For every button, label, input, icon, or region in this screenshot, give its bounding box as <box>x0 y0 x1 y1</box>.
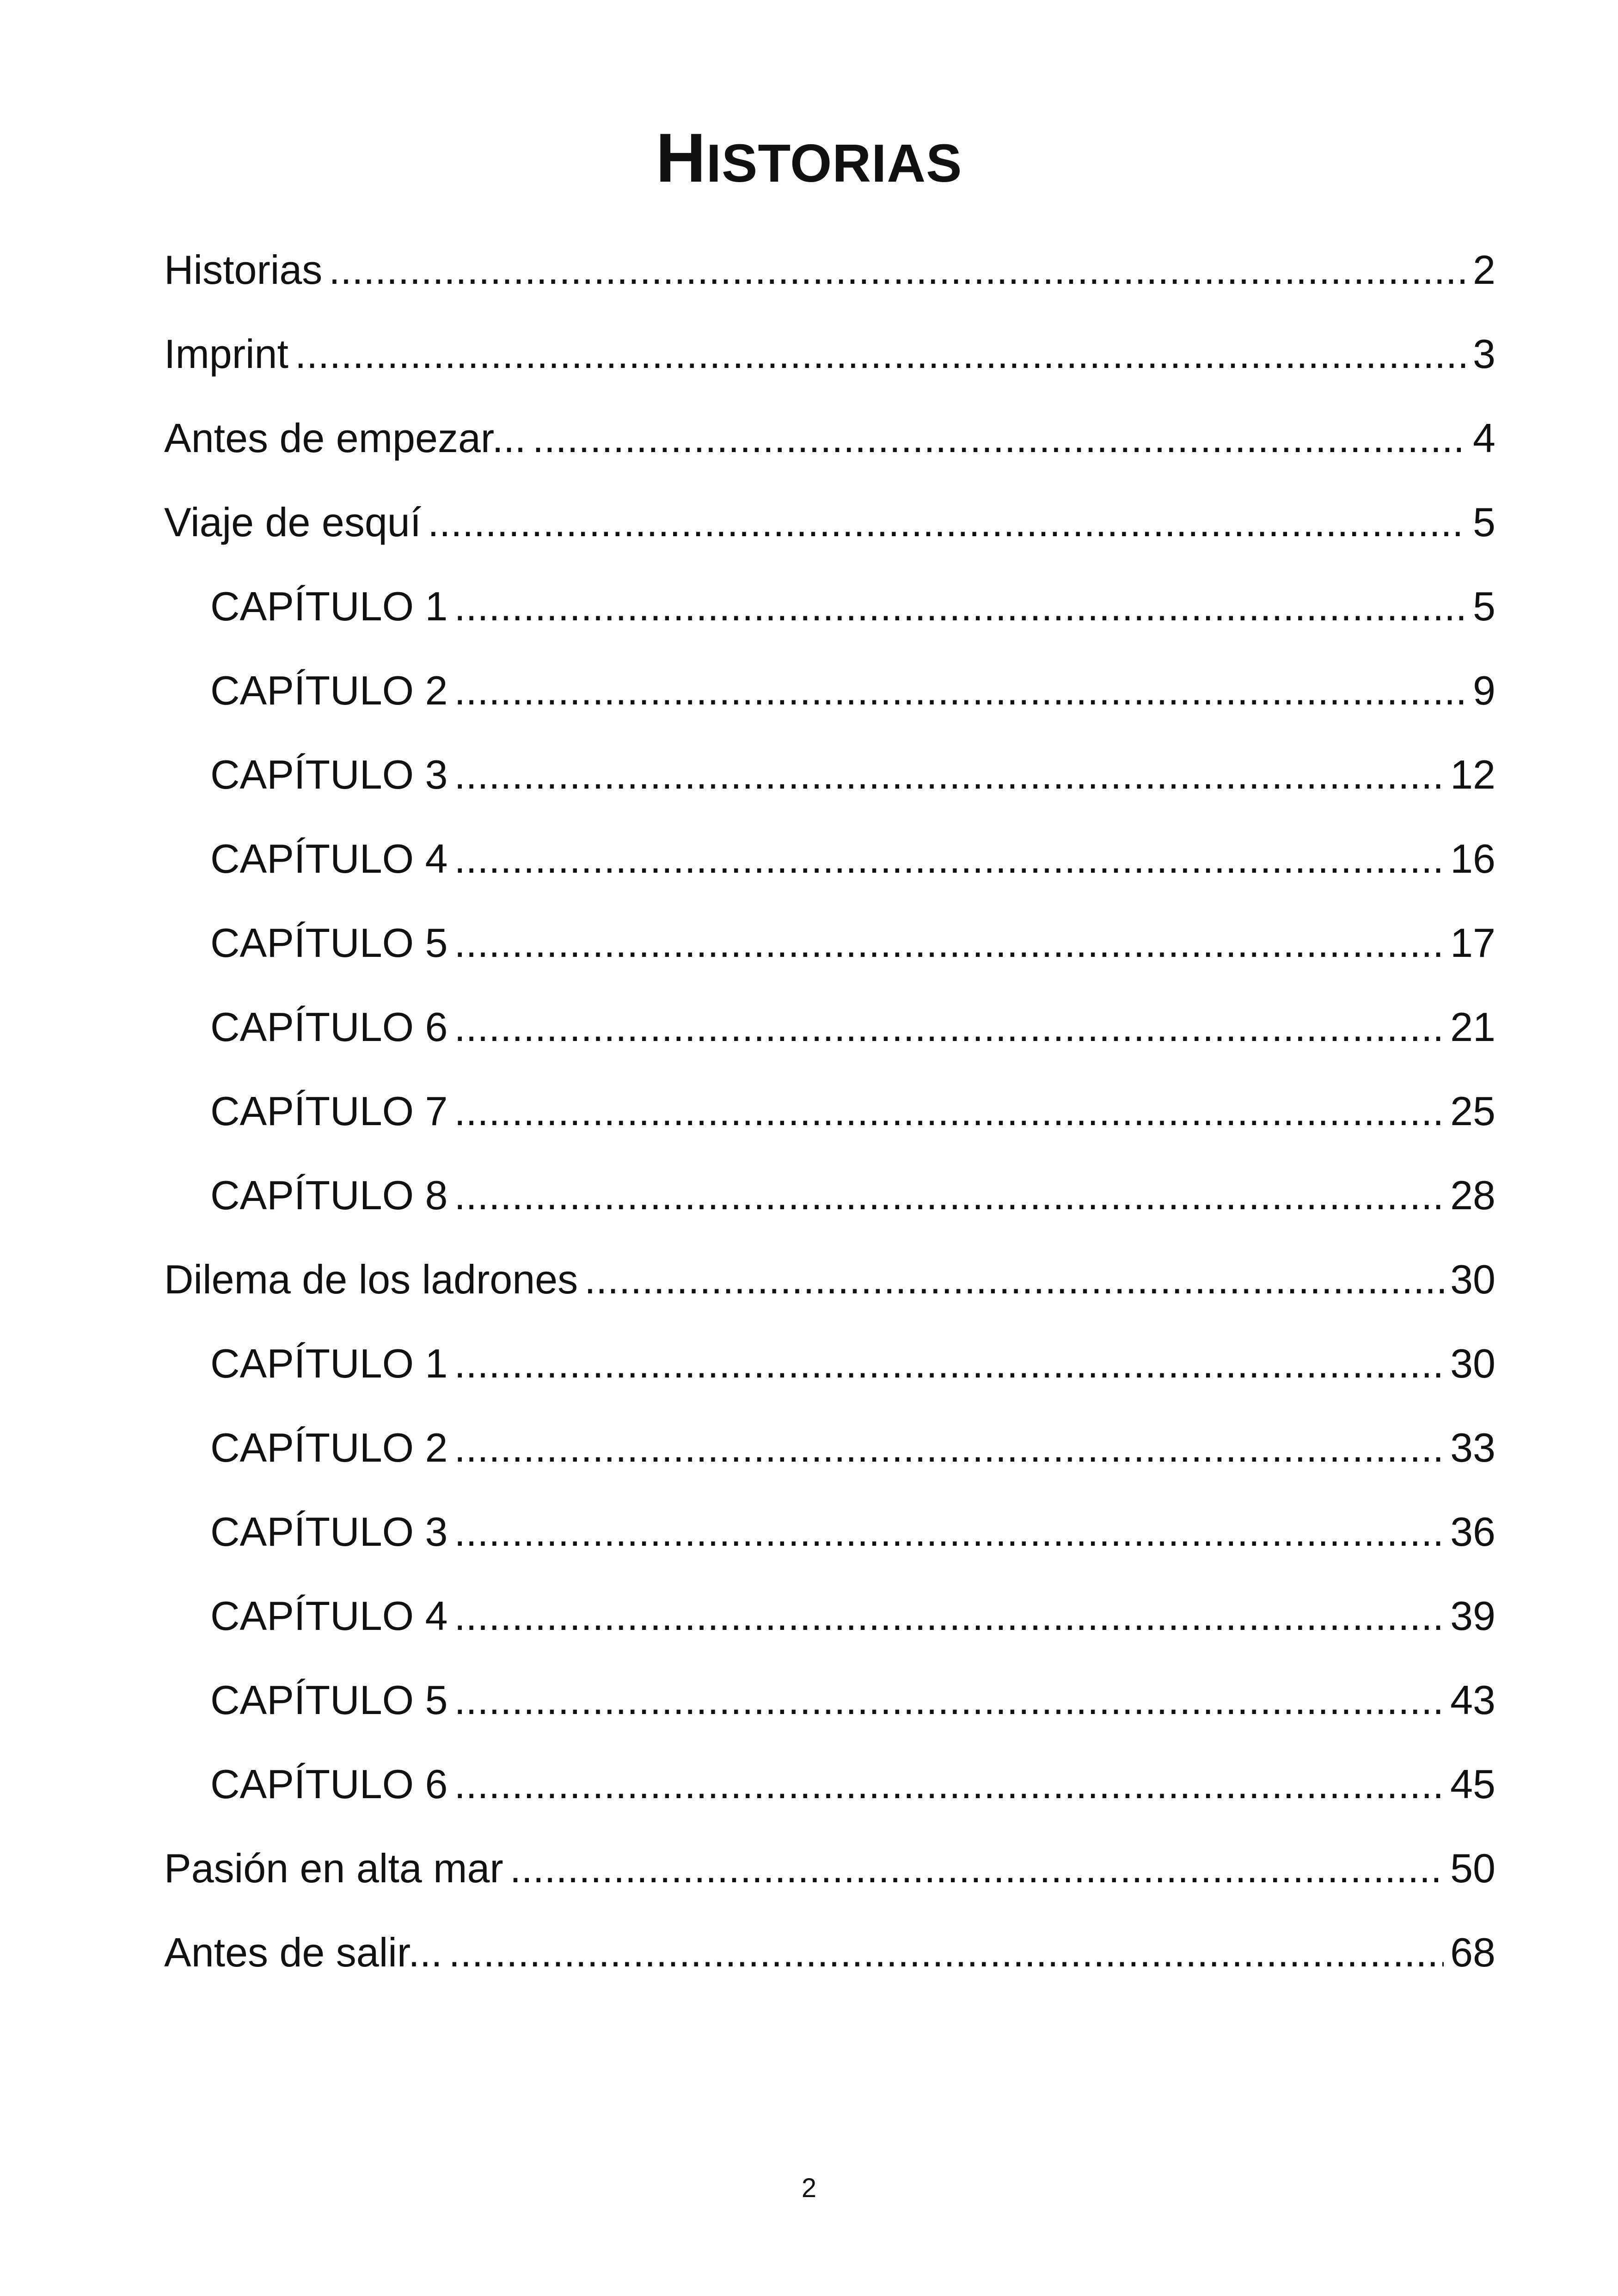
dot-leader <box>454 923 1444 963</box>
toc-entry-page: 43 <box>1450 1677 1495 1723</box>
toc-entry-title: Antes de empezar... <box>164 415 526 461</box>
toc-entry[interactable] <box>164 415 1495 502</box>
table-of-contents <box>164 247 1495 2016</box>
toc-subentry[interactable] <box>164 1172 1495 1259</box>
dot-leader <box>329 250 1466 290</box>
dot-leader <box>454 1512 1444 1552</box>
toc-entry-title: CAPÍTULO 3 <box>210 752 448 797</box>
toc-subentry[interactable] <box>164 1761 1495 1848</box>
dot-leader <box>454 1091 1444 1132</box>
toc-subentry[interactable] <box>164 1427 1495 1512</box>
dot-leader <box>454 1175 1444 1216</box>
toc-entry-page: 5 <box>1473 583 1495 629</box>
toc-entry-title: CAPÍTULO 6 <box>210 1004 448 1050</box>
toc-entry-title: Imprint <box>164 331 288 377</box>
toc-subentry[interactable] <box>164 754 1495 839</box>
toc-entry-title: Pasión en alta mar <box>164 1845 503 1891</box>
dot-leader <box>454 670 1466 711</box>
toc-entry-page: 21 <box>1450 1004 1495 1050</box>
toc-entry-title: CAPÍTULO 7 <box>210 1088 448 1134</box>
toc-subentry[interactable] <box>164 1677 1495 1764</box>
toc-entry-page: 9 <box>1473 667 1495 713</box>
dot-leader <box>584 1259 1444 1300</box>
toc-entry-page: 25 <box>1450 1088 1495 1134</box>
dot-leader <box>510 1848 1444 1889</box>
dot-leader <box>428 502 1466 543</box>
toc-subentry[interactable] <box>164 836 1495 923</box>
toc-entry-title: CAPÍTULO 6 <box>210 1761 448 1807</box>
dot-leader <box>454 1596 1444 1636</box>
toc-entry-page: 5 <box>1473 499 1495 545</box>
toc-subentry[interactable] <box>164 583 1495 670</box>
dot-leader <box>449 1932 1444 1973</box>
toc-entry[interactable] <box>164 1845 1495 1932</box>
toc-entry-title: Historias <box>164 247 323 293</box>
toc-subentry[interactable] <box>164 1509 1495 1596</box>
dot-leader <box>454 1427 1444 1468</box>
toc-subentry[interactable] <box>164 1593 1495 1680</box>
page-number: 2 <box>801 2173 817 2203</box>
toc-entry-title: CAPÍTULO 4 <box>210 1593 448 1639</box>
dot-leader <box>454 586 1466 627</box>
toc-subentry[interactable] <box>164 1088 1495 1175</box>
toc-entry-title: CAPÍTULO 2 <box>210 1425 448 1470</box>
toc-entry[interactable] <box>164 499 1495 586</box>
toc-subentry[interactable] <box>164 1004 1495 1091</box>
dot-leader <box>454 1680 1444 1720</box>
toc-entry-title: CAPÍTULO 5 <box>210 920 448 966</box>
toc-entry-page: 28 <box>1450 1172 1495 1218</box>
dot-leader <box>454 754 1444 795</box>
toc-entry-title: Dilema de los ladrones <box>164 1256 578 1302</box>
toc-entry-page: 50 <box>1450 1845 1495 1891</box>
toc-subentry[interactable] <box>164 667 1495 754</box>
toc-entry-title: CAPÍTULO 2 <box>210 667 448 713</box>
page-title <box>0 118 1618 198</box>
dot-leader <box>454 839 1444 879</box>
toc-subentry[interactable] <box>164 920 1495 1007</box>
toc-subentry[interactable] <box>164 1343 1495 1427</box>
page-title-initial: H <box>656 119 706 196</box>
toc-entry-page: 12 <box>1450 752 1495 797</box>
toc-entry-title: CAPÍTULO 5 <box>210 1677 448 1723</box>
toc-entry-title: Antes de salir... <box>164 1929 442 1975</box>
toc-entry-page: 4 <box>1473 415 1495 461</box>
toc-entry-title: CAPÍTULO 4 <box>210 836 448 882</box>
toc-entry-title: CAPÍTULO 1 <box>210 1341 448 1386</box>
toc-entry[interactable] <box>164 1256 1495 1343</box>
toc-entry-title: CAPÍTULO 8 <box>210 1172 448 1218</box>
toc-entry-title: CAPÍTULO 1 <box>210 583 448 629</box>
toc-entry-page: 33 <box>1450 1425 1495 1470</box>
toc-entry-page: 39 <box>1450 1593 1495 1639</box>
toc-entry-page: 30 <box>1450 1256 1495 1302</box>
toc-entry[interactable] <box>164 1929 1495 2016</box>
toc-entry[interactable] <box>164 331 1495 418</box>
dot-leader <box>454 1764 1444 1805</box>
toc-entry-page: 2 <box>1473 247 1495 293</box>
toc-entry-page: 17 <box>1450 920 1495 966</box>
toc-entry-title: Viaje de esquí <box>164 499 422 545</box>
toc-entry-page: 3 <box>1473 331 1495 377</box>
toc-entry-page: 36 <box>1450 1509 1495 1555</box>
dot-leader <box>454 1007 1444 1047</box>
toc-entry-page: 68 <box>1450 1929 1495 1975</box>
dot-leader <box>533 418 1466 459</box>
toc-entry-title: CAPÍTULO 3 <box>210 1509 448 1555</box>
toc-entry[interactable] <box>164 247 1495 334</box>
toc-entry-page: 30 <box>1450 1341 1495 1386</box>
dot-leader <box>295 334 1466 374</box>
toc-entry-page: 45 <box>1450 1761 1495 1807</box>
toc-entry-page: 16 <box>1450 836 1495 882</box>
dot-leader <box>454 1343 1444 1384</box>
page-title-rest: ISTORIAS <box>706 133 962 193</box>
